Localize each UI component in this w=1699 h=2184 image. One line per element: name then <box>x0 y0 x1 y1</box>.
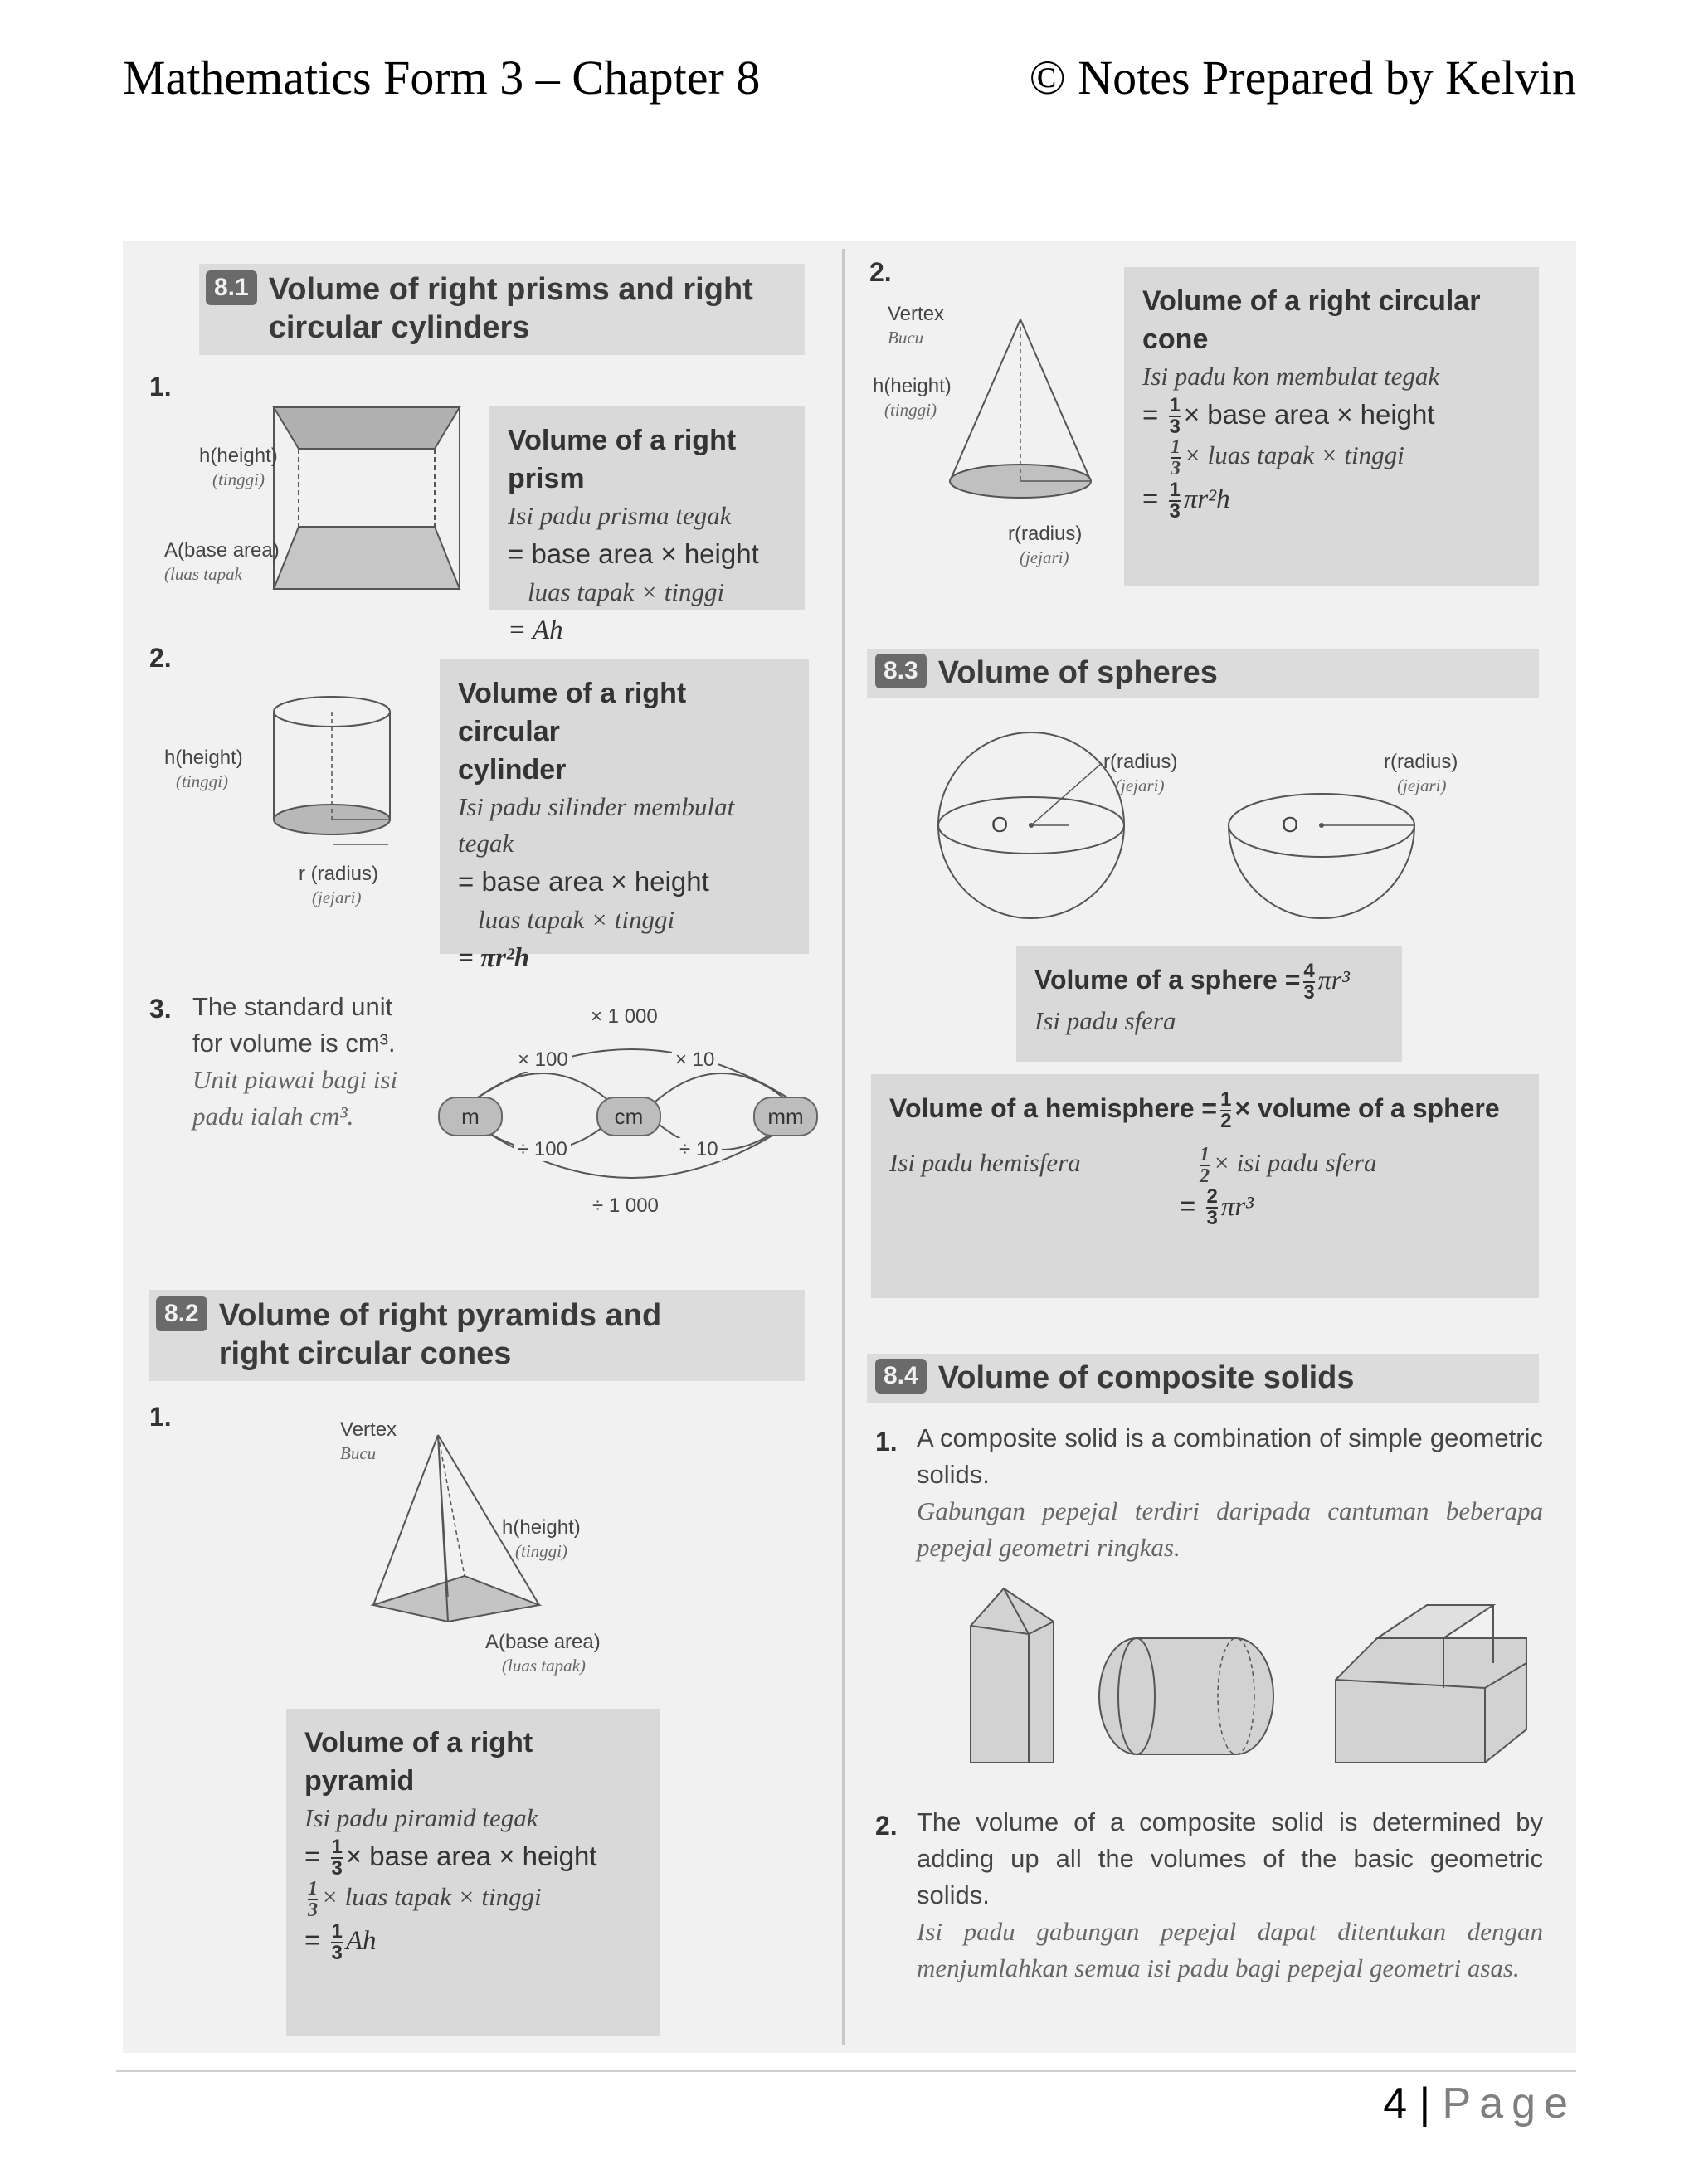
pyramid-height-label: h(height) (tinggi) <box>502 1516 581 1561</box>
item-number: 1. <box>875 1427 898 1457</box>
section-title: Volume of composite solids <box>937 1360 1355 1395</box>
cylinder-radius-label: r (radius) (jejari) <box>299 863 379 907</box>
section-title: Volume of right pyramids and right circular cones <box>218 1298 662 1371</box>
section-8-2-heading <box>156 1296 737 1373</box>
unit-mm-oval: mm <box>753 1097 818 1136</box>
composite-definition: A composite solid is a combination of simple geometric solids. Gabungan pepejal terdiri daripada cantuman beberapa pepejal geometri ringkas. <box>917 1423 1543 1562</box>
cone-height-label: h(height) (tinggi) <box>873 375 952 420</box>
pyramid-formula-box: Volume of a right pyramid Isi padu piramid tegak = $\frac{1}{3}$ × base area × height $\frac{1}{3}$ × luas tapak × tinggi = $\frac{1}{3}$ Ah <box>286 1709 660 2036</box>
hemisphere-formula-box: Volume of a hemisphere = $\frac{1}{2}$ × volume of a sphere Isi padu hemisfera $\frac{1}{2}$ × isi padu sfera = $\frac{2}{3}$ πr³ <box>871 1074 1539 1298</box>
section-badge: 8.2 <box>156 1296 207 1331</box>
section-8-4-heading <box>875 1359 1531 1397</box>
unit-note: The standard unit for volume is cm³. Unit piawai bagi isi padu ialah cm³. <box>192 992 398 1131</box>
item-number: 2. <box>149 643 172 673</box>
unit-m-oval: m <box>438 1097 503 1136</box>
item-number: 3. <box>149 994 172 1024</box>
item-number: 1. <box>149 372 172 401</box>
document-header-title: Mathematics Form 3 – Chapter 8 <box>123 51 761 105</box>
pyramid-vertex-label: Vertex Bucu <box>340 1418 397 1463</box>
item-number: 2. <box>875 1811 898 1841</box>
conversion-label: × 1 000 <box>587 1005 661 1029</box>
section-badge: 8.3 <box>875 654 927 688</box>
sphere-centre-label: O <box>991 812 1009 837</box>
footer-rule <box>116 2070 1576 2072</box>
hemisphere-radius-label: r(radius) (jejari) <box>1384 751 1458 795</box>
document-header-credit: © Notes Prepared by Kelvin <box>1029 51 1576 105</box>
conversion-label: ÷ 100 <box>514 1138 571 1161</box>
conversion-label: × 10 <box>672 1048 718 1072</box>
section-8-3-heading <box>875 654 1531 692</box>
cone-radius-label: r(radius) (jejari) <box>1008 523 1083 567</box>
section-title: Volume of spheres <box>937 655 1218 690</box>
hemisphere-centre-label: O <box>1282 812 1299 837</box>
stepped-cuboids <box>1336 1605 1526 1763</box>
cylinder-with-hemispheres <box>1099 1638 1273 1754</box>
section-badge: 8.4 <box>875 1359 927 1394</box>
conversion-label: ÷ 1 000 <box>589 1194 662 1218</box>
conversion-label: × 100 <box>514 1048 572 1072</box>
composite-volume-note: The volume of a composite solid is determined by adding up all the volumes of the basic geometric solids. Isi padu gabungan pepejal dapat ditentukan dengan menjumlahkan semua isi padu bagi pepejal geometri asas. <box>917 1807 1543 1982</box>
pyramid-base-label: A(base area) (luas tapak) <box>485 1631 601 1676</box>
cone-diagram <box>946 315 1095 514</box>
prism-base-label: A(base area) (luas tapak <box>164 539 280 584</box>
cone-vertex-label: Vertex Bucu <box>888 303 945 348</box>
section-8-1-heading <box>206 270 803 347</box>
unit-cm-oval: cm <box>596 1097 661 1136</box>
cylinder-formula-box: Volume of a right circular cylinder Isi padu silinder membulat tegak = base area × height luas tapak × tinggi = πr²h <box>440 659 809 954</box>
section-badge: 8.1 <box>206 270 257 305</box>
prism-on-cuboid <box>971 1588 1054 1763</box>
composite-solids-diagram <box>962 1588 1576 1779</box>
item-number: 1. <box>149 1402 172 1432</box>
section-title: Volume of right prisms and right circular cylinders <box>268 272 753 345</box>
sphere-radius-label: r(radius) (jejari) <box>1103 751 1178 795</box>
item-number: 2. <box>869 257 892 287</box>
conversion-label: ÷ 10 <box>676 1138 722 1161</box>
prism-diagram <box>274 402 465 597</box>
cylinder-height-label: h(height) (tinggi) <box>164 747 243 791</box>
hemisphere-diagram <box>1226 788 1425 912</box>
cylinder-diagram <box>272 695 397 853</box>
column-divider <box>842 249 845 2045</box>
prism-height-label: h(height) (tinggi) <box>199 445 278 489</box>
page-number: 4 | Page <box>1383 2079 1576 2128</box>
cone-formula-box: Volume of a right circular cone Isi padu kon membulat tegak = $\frac{1}{3}$ × base area × height $\frac{1}{3}$ × luas tapak × tinggi = $\frac{1}{3}$ πr²h <box>1124 267 1539 586</box>
sphere-formula-box: Volume of a sphere = $\frac{4}{3}$ πr³ Isi padu sfera <box>1016 946 1402 1062</box>
prism-formula-box: Volume of a right prism Isi padu prisma tegak = base area × height luas tapak × tinggi = Ah <box>489 406 805 610</box>
